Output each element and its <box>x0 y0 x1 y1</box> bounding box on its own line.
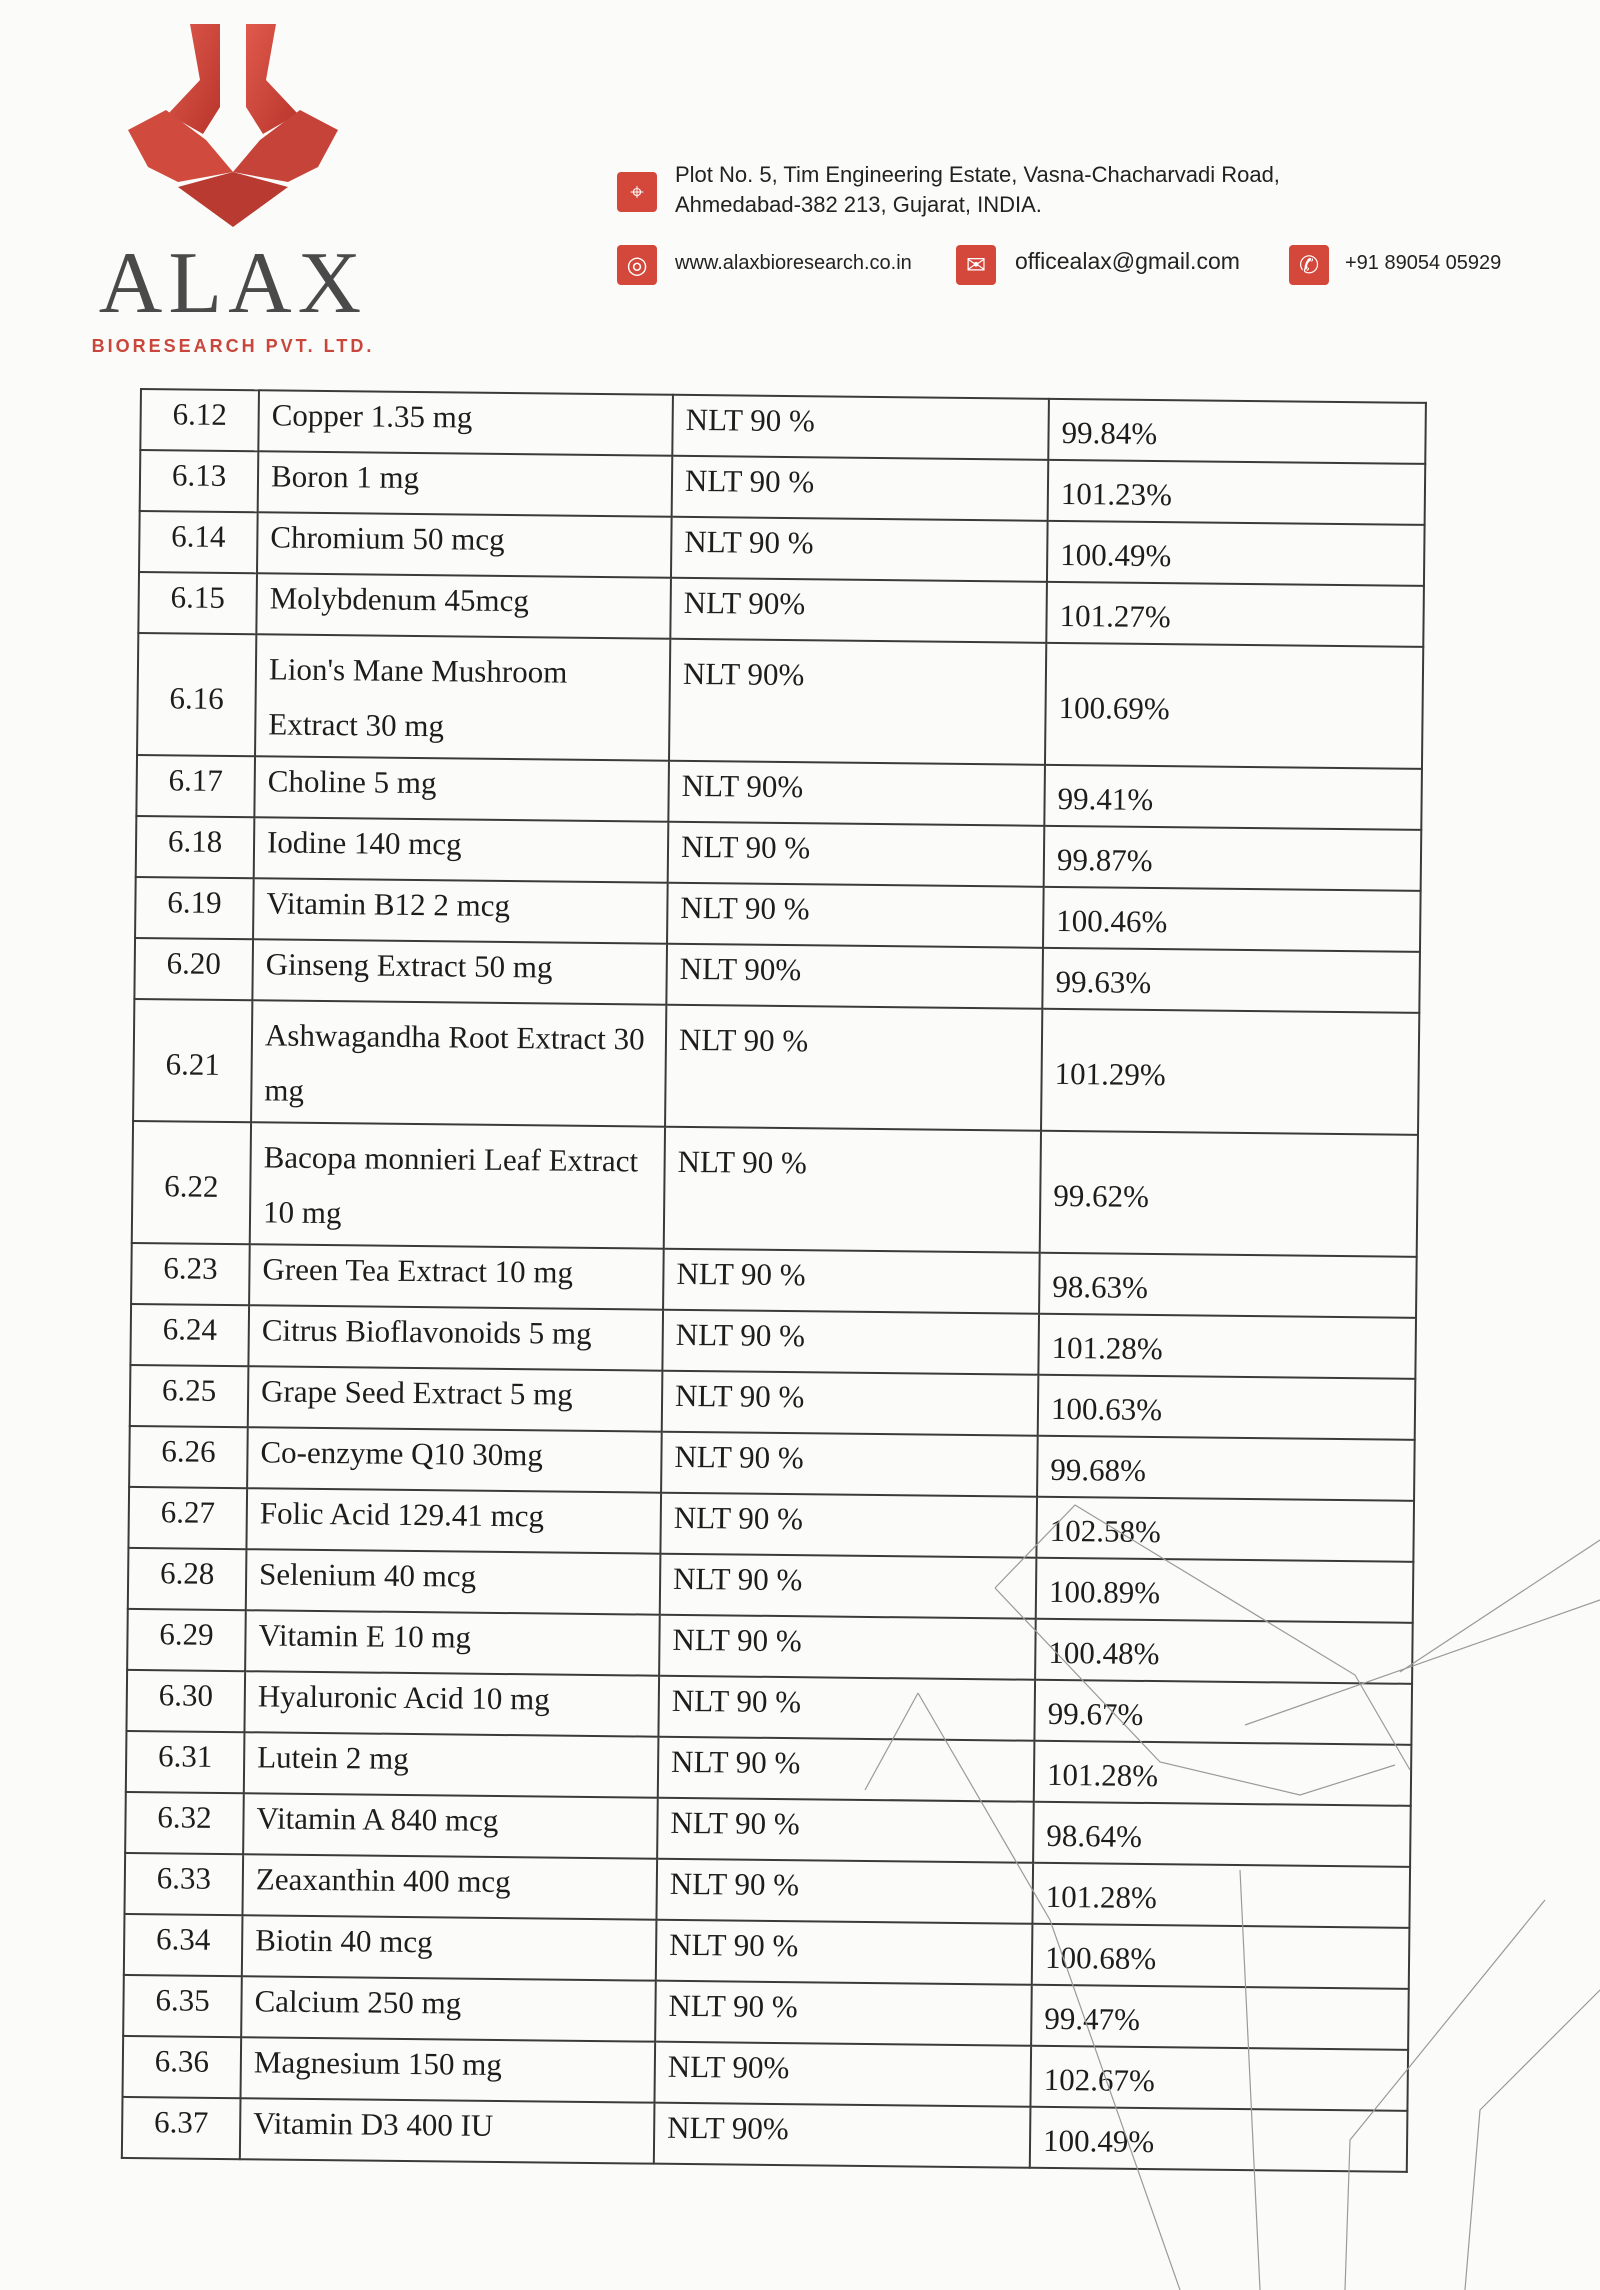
row-number-cell: 6.31 <box>126 1731 245 1793</box>
result-cell: 101.23% <box>1048 460 1426 525</box>
result-cell: 100.89% <box>1036 1558 1414 1623</box>
specification-cell: NLT 90 % <box>663 1249 1040 1314</box>
specification-cell: NLT 90 % <box>658 1676 1035 1741</box>
row-number-cell: 6.23 <box>131 1243 250 1305</box>
specification-cell: NLT 90 % <box>667 883 1044 948</box>
item-name-cell: Grape Seed Extract 5 mg <box>248 1366 663 1431</box>
company-email[interactable]: officealax@gmail.com <box>1015 248 1240 274</box>
item-name-cell: Chromium 50 mcg <box>257 512 672 577</box>
globe-icon: ◎ <box>617 245 657 285</box>
row-number-cell: 6.24 <box>130 1304 249 1366</box>
specification-cell: NLT 90 % <box>656 1920 1033 1985</box>
result-cell: 100.68% <box>1032 1924 1410 1989</box>
specification-cell: NLT 90% <box>669 639 1046 765</box>
result-cell: 99.63% <box>1042 948 1420 1013</box>
company-name: ALAX <box>98 235 368 332</box>
item-name-cell: Green Tea Extract 10 mg <box>249 1244 664 1309</box>
specification-cell: NLT 90 % <box>660 1554 1037 1619</box>
alax-logo-icon <box>108 22 358 232</box>
item-name-cell: Vitamin B12 2 mcg <box>253 878 668 943</box>
item-name-cell: Selenium 40 mcg <box>246 1549 661 1614</box>
address-line-1: Plot No. 5, Tim Engineering Estate, Vasna-Chacharvadi Road, <box>675 162 1280 187</box>
row-number-cell: 6.14 <box>139 511 258 573</box>
result-cell: 102.67% <box>1030 2046 1408 2111</box>
specification-cell: NLT 90 % <box>672 395 1049 460</box>
row-number-cell: 6.37 <box>122 2097 241 2159</box>
result-cell: 100.46% <box>1043 887 1421 952</box>
result-cell: 99.87% <box>1044 826 1422 891</box>
specification-cell: NLT 90 % <box>658 1737 1035 1802</box>
item-name-cell: Choline 5 mg <box>254 756 669 821</box>
result-cell: 100.63% <box>1038 1375 1416 1440</box>
result-cell: 99.68% <box>1037 1436 1415 1501</box>
specification-cell: NLT 90 % <box>661 1432 1038 1497</box>
item-name-cell: Iodine 140 mcg <box>254 817 669 882</box>
specification-cell: NLT 90% <box>654 2042 1031 2107</box>
item-name-cell: Citrus Bioflavonoids 5 mg <box>248 1305 663 1370</box>
specification-cell: NLT 90 % <box>664 1127 1041 1253</box>
row-number-cell: 6.35 <box>123 1975 242 2037</box>
row-number-cell: 6.16 <box>137 633 256 756</box>
item-name-cell: Ginseng Extract 50 mg <box>252 939 667 1004</box>
assay-results-table <box>121 388 1424 2159</box>
row-number-cell: 6.12 <box>140 389 259 451</box>
item-name-cell: Magnesium 150 mg <box>241 2037 656 2102</box>
item-name-cell: Lion's Mane Mushroom Extract 30 mg <box>255 634 670 760</box>
row-number-cell: 6.36 <box>123 2036 242 2098</box>
row-number-cell: 6.32 <box>125 1792 244 1854</box>
row-number-cell: 6.13 <box>140 450 259 512</box>
item-name-cell: Vitamin D3 400 IU <box>240 2098 655 2163</box>
location-icon: ⌖ <box>617 172 657 212</box>
item-name-cell: Boron 1 mg <box>258 451 673 516</box>
specification-cell: NLT 90 % <box>662 1371 1039 1436</box>
row-number-cell: 6.26 <box>129 1426 248 1488</box>
specification-cell: NLT 90 % <box>671 517 1048 582</box>
row-number-cell: 6.25 <box>130 1365 249 1427</box>
result-cell: 99.84% <box>1048 399 1426 464</box>
item-name-cell: Biotin 40 mcg <box>242 1915 657 1980</box>
row-number-cell: 6.27 <box>128 1487 247 1549</box>
result-cell: 100.48% <box>1035 1619 1413 1684</box>
item-name-cell: Hyaluronic Acid 10 mg <box>244 1671 659 1736</box>
row-number-cell: 6.29 <box>127 1609 246 1671</box>
row-number-cell: 6.15 <box>138 572 257 634</box>
phone-icon: ✆ <box>1289 245 1329 285</box>
result-cell: 100.49% <box>1047 521 1425 586</box>
row-number-cell: 6.18 <box>136 816 255 878</box>
specification-cell: NLT 90 % <box>665 1005 1042 1131</box>
specification-cell: NLT 90 % <box>668 822 1045 887</box>
table-row <box>133 999 1419 1135</box>
item-name-cell: Lutein 2 mg <box>244 1732 659 1797</box>
result-cell: 99.47% <box>1031 1985 1409 2050</box>
address-line-2: Ahmedabad-382 213, Gujarat, INDIA. <box>675 192 1042 217</box>
row-number-cell: 6.19 <box>135 877 254 939</box>
specification-cell: NLT 90% <box>668 761 1045 826</box>
result-cell: 100.69% <box>1045 643 1423 769</box>
mail-icon: ✉ <box>956 245 996 285</box>
item-name-cell: Vitamin E 10 mg <box>245 1610 660 1675</box>
specification-cell: NLT 90 % <box>655 1981 1032 2046</box>
row-number-cell: 6.33 <box>124 1853 243 1915</box>
result-cell: 101.28% <box>1032 1863 1410 1928</box>
result-cell: 101.29% <box>1041 1009 1419 1135</box>
row-number-cell: 6.22 <box>132 1121 251 1244</box>
item-name-cell: Folic Acid 129.41 mcg <box>246 1488 661 1553</box>
result-cell: 98.64% <box>1033 1802 1411 1867</box>
item-name-cell: Co-enzyme Q10 30mg <box>247 1427 662 1492</box>
result-cell: 101.28% <box>1034 1741 1412 1806</box>
result-cell: 102.58% <box>1036 1497 1414 1562</box>
company-phone[interactable]: +91 89054 05929 <box>1345 252 1502 274</box>
specification-cell: NLT 90 % <box>660 1493 1037 1558</box>
specification-cell: NLT 90% <box>666 944 1043 1009</box>
specification-cell: NLT 90 % <box>659 1615 1036 1680</box>
row-number-cell: 6.28 <box>128 1548 247 1610</box>
result-cell: 99.62% <box>1040 1131 1418 1257</box>
result-cell: 99.67% <box>1034 1680 1412 1745</box>
item-name-cell: Zeaxanthin 400 mcg <box>242 1854 657 1919</box>
item-name-cell: Ashwagandha Root Extract 30 mg <box>251 1000 666 1126</box>
company-subtitle: BIORESEARCH PVT. LTD. <box>91 336 375 356</box>
result-cell: 99.41% <box>1044 765 1422 830</box>
result-cell: 101.28% <box>1038 1314 1416 1379</box>
item-name-cell: Calcium 250 mg <box>241 1976 656 2041</box>
row-number-cell: 6.17 <box>136 755 255 817</box>
specification-cell: NLT 90 % <box>656 1859 1033 1924</box>
specification-cell: NLT 90% <box>670 578 1047 643</box>
item-name-cell: Copper 1.35 mg <box>258 390 673 455</box>
result-cell: 100.49% <box>1030 2107 1408 2172</box>
table-row <box>132 1121 1418 1257</box>
table-row <box>122 2097 1408 2172</box>
row-number-cell: 6.20 <box>134 938 253 1000</box>
row-number-cell: 6.21 <box>133 999 252 1122</box>
row-number-cell: 6.30 <box>126 1670 245 1732</box>
company-logo <box>88 22 378 356</box>
specification-cell: NLT 90% <box>654 2103 1031 2168</box>
company-website[interactable]: www.alaxbioresearch.co.in <box>675 252 912 274</box>
result-cell: 98.63% <box>1039 1253 1417 1318</box>
item-name-cell: Vitamin A 840 mcg <box>243 1793 658 1858</box>
specification-cell: NLT 90 % <box>657 1798 1034 1863</box>
row-number-cell: 6.34 <box>124 1914 243 1976</box>
item-name-cell: Bacopa monnieri Leaf Extract 10 mg <box>250 1122 665 1248</box>
specification-cell: NLT 90 % <box>662 1310 1039 1375</box>
item-name-cell: Molybdenum 45mcg <box>256 573 671 638</box>
specification-cell: NLT 90 % <box>672 456 1049 521</box>
result-cell: 101.27% <box>1046 582 1424 647</box>
company-address <box>675 160 1280 220</box>
letterhead <box>0 0 1600 360</box>
table-row <box>137 633 1423 769</box>
